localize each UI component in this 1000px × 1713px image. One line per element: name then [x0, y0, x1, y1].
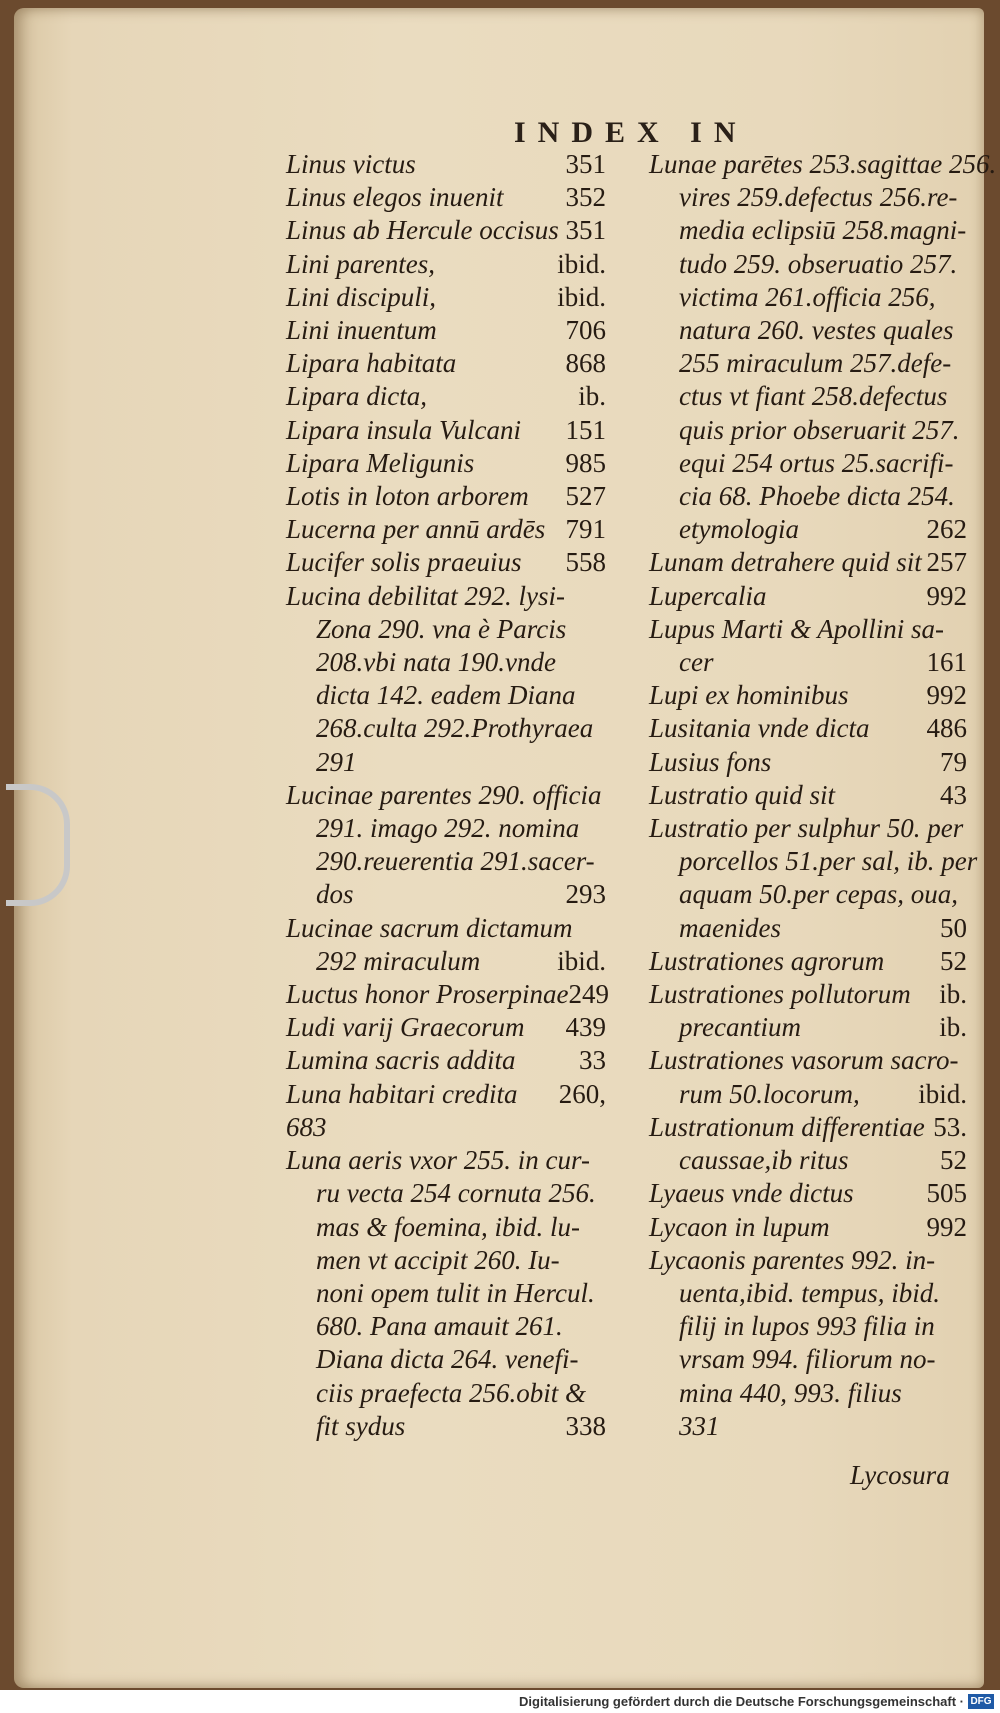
entry-page: 79: [940, 746, 967, 777]
index-entry: [649, 845, 978, 878]
index-entry: [649, 978, 967, 1011]
running-head: INDEX IN: [514, 116, 748, 149]
entry-text: Linus elegos inuenit: [286, 182, 504, 213]
entry-text: ctus vt fiant 258.defectus: [679, 381, 948, 412]
entry-text: Lipara habitata: [286, 348, 457, 379]
index-entry: [649, 347, 967, 380]
index-entry: [649, 148, 997, 181]
entry-text: Lusius fons: [649, 746, 772, 777]
entry-text: Linus ab Hercule occisus: [286, 215, 559, 246]
entry-text: Lycaon in lupum: [649, 1211, 830, 1242]
entry-text: 208.vbi nata 190.vnde: [316, 647, 556, 678]
index-entry: [286, 845, 606, 878]
index-entry: [649, 1044, 967, 1077]
index-entry: [286, 1111, 606, 1144]
index-entry: [649, 945, 967, 978]
entry-page: 52: [940, 1145, 967, 1176]
entry-page: 260,: [558, 1078, 606, 1109]
entry-text: Lucina debilitat 292. lysi-: [286, 580, 565, 611]
entry-text: Lustrationes agrorum: [649, 945, 885, 976]
entry-text: Lupercalia: [649, 580, 767, 611]
entry-page: 791: [565, 514, 606, 545]
entry-text: 680. Pana amauit 261.: [316, 1311, 563, 1342]
entry-text: Lustrationes vasorum sacro-: [649, 1045, 959, 1076]
index-entry: [286, 1144, 606, 1177]
index-entry: [649, 912, 967, 945]
index-entry: [649, 1144, 967, 1177]
index-entry: [649, 1244, 967, 1277]
entry-text: Lupus Marti & Apollini sa-: [649, 613, 945, 644]
index-entry: [286, 314, 606, 347]
entry-page: 262: [926, 514, 967, 545]
index-entry: [286, 812, 606, 845]
index-entry: [286, 912, 606, 945]
entry-text: uenta,ibid. tempus, ibid.: [679, 1277, 940, 1308]
entry-page: 486: [926, 713, 967, 744]
index-entry: [649, 181, 967, 214]
entry-text: Luctus honor Proserpinae: [286, 979, 569, 1010]
entry-text: Lycaonis parentes 992. in-: [649, 1244, 936, 1275]
index-entry: [286, 646, 606, 679]
entry-page: 706: [565, 315, 606, 346]
entry-text: cer: [679, 647, 714, 678]
entry-page: 527: [565, 481, 606, 512]
entry-text: 290.reuerentia 291.sacer-: [316, 846, 595, 877]
entry-text: Lipara insula Vulcani: [286, 414, 522, 445]
index-entry: [286, 480, 606, 513]
entry-text: Lustrationum differentiae: [649, 1111, 925, 1142]
entry-page: 439: [565, 1012, 606, 1043]
page-clip: [6, 784, 70, 906]
entry-text: vires 259.defectus 256.re-: [679, 182, 958, 213]
entry-text: 683: [286, 1111, 327, 1142]
index-entry: [649, 1111, 967, 1144]
entry-text: Lipara dicta,: [286, 381, 428, 412]
index-column-left: [286, 148, 609, 1443]
index-entry: [286, 1078, 606, 1111]
index-entry: [286, 978, 609, 1011]
index-entry: [649, 281, 967, 314]
index-entry: [649, 480, 967, 513]
entry-page: ib.: [578, 381, 606, 412]
index-entry: [649, 248, 967, 281]
entry-text: mina 440, 993. filius: [679, 1377, 902, 1408]
entry-text: Zona 290. vna è Parcis: [316, 613, 567, 644]
entry-text: Lipara Meligunis: [286, 447, 475, 478]
index-entry: [649, 314, 967, 347]
entry-text: aquam 50.per cepas, oua,: [679, 879, 958, 910]
index-entry: [286, 248, 606, 281]
index-entry: [286, 1377, 606, 1410]
entry-text: tudo 259. obseruatio 257.: [679, 248, 958, 279]
entry-text: ciis praefecta 256.obit &: [316, 1377, 586, 1408]
entry-text: Lunam detrahere quid sit: [649, 547, 922, 578]
index-entry: [649, 1177, 967, 1210]
entry-text: 255 miraculum 257.defe-: [679, 348, 952, 379]
catchword: Lycosura: [850, 1460, 950, 1490]
entry-text: Lini parentes,: [286, 248, 436, 279]
entry-text: maenides: [679, 912, 781, 943]
index-entry: [649, 1310, 967, 1343]
entry-text: Lucifer solis praeuius: [286, 547, 522, 578]
index-entry: [286, 347, 606, 380]
index-entry: [286, 148, 606, 181]
entry-text: Lustratio per sulphur 50. per: [649, 813, 964, 844]
index-entry: [649, 1343, 967, 1376]
index-entry: [649, 513, 967, 546]
index-entry: [286, 779, 606, 812]
entry-text: men vt accipit 260. Iu-: [316, 1244, 560, 1275]
entry-page: 52: [940, 945, 967, 976]
entry-text: Lucinae sacrum dictamum: [286, 912, 573, 943]
entry-text: vrsam 994. filiorum no-: [679, 1344, 936, 1375]
index-entry: [649, 812, 967, 845]
entry-text: victima 261.officia 256,: [679, 281, 936, 312]
entry-page: ibid.: [918, 1078, 967, 1109]
index-entry: [286, 613, 606, 646]
index-entry: [286, 945, 606, 978]
index-entry: [286, 1310, 606, 1343]
index-entry: [286, 181, 606, 214]
entry-page: 992: [926, 1211, 967, 1242]
index-entry: [649, 679, 967, 712]
entry-text: noni opem tulit in Hercul.: [316, 1277, 595, 1308]
entry-text: Lustrationes pollutorum: [649, 979, 911, 1010]
entry-page: 985: [565, 447, 606, 478]
entry-text: filij in lupos 993 filia in: [679, 1311, 935, 1342]
index-entry: [286, 878, 606, 911]
entry-page: ibid.: [557, 945, 606, 976]
index-entry: [649, 1011, 967, 1044]
entry-page: 868: [565, 348, 606, 379]
entry-text: Lucerna per annū ardēs: [286, 514, 546, 545]
entry-page: 338: [565, 1410, 606, 1441]
index-entry: [649, 779, 967, 812]
entry-text: dos: [316, 879, 354, 910]
index-entry: [649, 214, 967, 247]
entry-text: quis prior obseruarit 257.: [679, 414, 960, 445]
entry-page: 33: [579, 1045, 606, 1076]
index-entry: [649, 414, 967, 447]
index-entry: [649, 447, 967, 480]
index-entry: [286, 679, 606, 712]
index-entry: [286, 1343, 606, 1376]
index-entry: [286, 580, 606, 613]
entry-page: 53.: [933, 1111, 967, 1142]
index-entry: [649, 878, 967, 911]
entry-text: 291: [316, 746, 357, 777]
entry-text: Luna habitari credita: [286, 1078, 518, 1109]
entry-text: precantium: [679, 1012, 801, 1043]
index-entry: [649, 1277, 967, 1310]
entry-text: Diana dicta 264. venefi-: [316, 1344, 579, 1375]
entry-text: Lotis in loton arborem: [286, 481, 529, 512]
entry-text: ru vecta 254 cornuta 256.: [316, 1178, 596, 1209]
entry-page: 351: [565, 149, 606, 179]
entry-text: porcellos 51.per sal, ib. per: [679, 846, 978, 877]
entry-text: rum 50.locorum,: [679, 1078, 860, 1109]
index-column-right: [649, 148, 997, 1443]
entry-text: caussae,ib ritus: [679, 1145, 849, 1176]
entry-page: ibid.: [557, 281, 606, 312]
index-entry: [286, 1011, 606, 1044]
index-entry: [286, 1177, 606, 1210]
entry-page: ib.: [939, 1012, 967, 1043]
entry-text: cia 68. Phoebe dicta 254.: [679, 481, 955, 512]
index-entry: [286, 746, 606, 779]
entry-text: Luna aeris vxor 255. in cur-: [286, 1145, 590, 1176]
index-entry: [286, 214, 606, 247]
entry-text: dicta 142. eadem Diana: [316, 680, 576, 711]
index-entry: [286, 414, 606, 447]
index-entry: [286, 281, 606, 314]
entry-text: 331: [679, 1410, 720, 1441]
entry-text: Lini inuentum: [286, 315, 437, 346]
entry-text: Lucinae parentes 290. officia: [286, 779, 602, 810]
index-entry: [286, 1410, 606, 1443]
index-entry: [286, 513, 606, 546]
entry-text: equi 254 ortus 25.sacrifi-: [679, 447, 954, 478]
index-entry: [286, 1044, 606, 1077]
index-entry: [649, 1377, 967, 1410]
index-entry: [649, 746, 967, 779]
index-entry: [649, 1078, 967, 1111]
index-entry: [286, 1277, 606, 1310]
index-entry: [649, 646, 967, 679]
entry-page: 558: [565, 547, 606, 578]
entry-page: 50: [940, 912, 967, 943]
index-entry: [649, 580, 967, 613]
dfg-logo: DFG: [968, 1694, 994, 1709]
entry-page: 249: [568, 979, 609, 1010]
entry-text: media eclipsiū 258.magni-: [679, 215, 967, 246]
index-entry: [286, 546, 606, 579]
entry-page: 992: [926, 680, 967, 711]
entry-page: 257: [926, 547, 967, 578]
entry-text: Lyaeus vnde dictus: [649, 1178, 854, 1209]
entry-text: 291. imago 292. nomina: [316, 813, 580, 844]
entry-text: Lumina sacris addita: [286, 1045, 516, 1076]
entry-page: ib.: [939, 979, 967, 1010]
entry-page: 992: [926, 580, 967, 611]
index-entry: [649, 546, 967, 579]
entry-text: Lustratio quid sit: [649, 779, 836, 810]
entry-page: ibid.: [557, 248, 606, 279]
index-entry: [286, 712, 606, 745]
entry-text: Ludi varij Graecorum: [286, 1012, 525, 1043]
index-entry: [649, 712, 967, 745]
footer-text: Digitalisierung gefördert durch die Deutsche Forschungsgemeinschaft ·: [519, 1694, 964, 1709]
entry-page: 352: [565, 182, 606, 213]
index-entry: [649, 1211, 967, 1244]
entry-text: mas & foemina, ibid. lu-: [316, 1211, 580, 1242]
entry-page: 151: [565, 414, 606, 445]
index-entry: [286, 1244, 606, 1277]
entry-text: 292 miraculum: [316, 945, 481, 976]
entry-page: 161: [926, 647, 967, 678]
entry-page: 293: [565, 879, 606, 910]
entry-text: 268.culta 292.Prothyraea: [316, 713, 594, 744]
entry-page: 43: [940, 779, 967, 810]
index-entry: [286, 1211, 606, 1244]
entry-text: Lini discipuli,: [286, 281, 437, 312]
entry-text: etymologia: [679, 514, 799, 545]
book-page: [14, 8, 997, 1688]
entry-page: 505: [926, 1178, 967, 1209]
entry-text: Linus victus: [286, 149, 416, 179]
entry-text: Lusitania vnde dicta: [649, 713, 870, 744]
entry-text: Lupi ex hominibus: [649, 680, 849, 711]
index-entry: [649, 1410, 967, 1443]
entry-text: Lunae parētes 253.sagittae 256.: [649, 149, 997, 179]
index-entry: [286, 447, 606, 480]
index-entry: [286, 380, 606, 413]
entry-page: 351: [565, 215, 606, 246]
entry-text: fit sydus: [316, 1410, 406, 1441]
entry-text: natura 260. vestes quales: [679, 315, 954, 346]
index-entry: [649, 380, 967, 413]
index-entry: [649, 613, 967, 646]
digitization-footer: [0, 1690, 1000, 1713]
